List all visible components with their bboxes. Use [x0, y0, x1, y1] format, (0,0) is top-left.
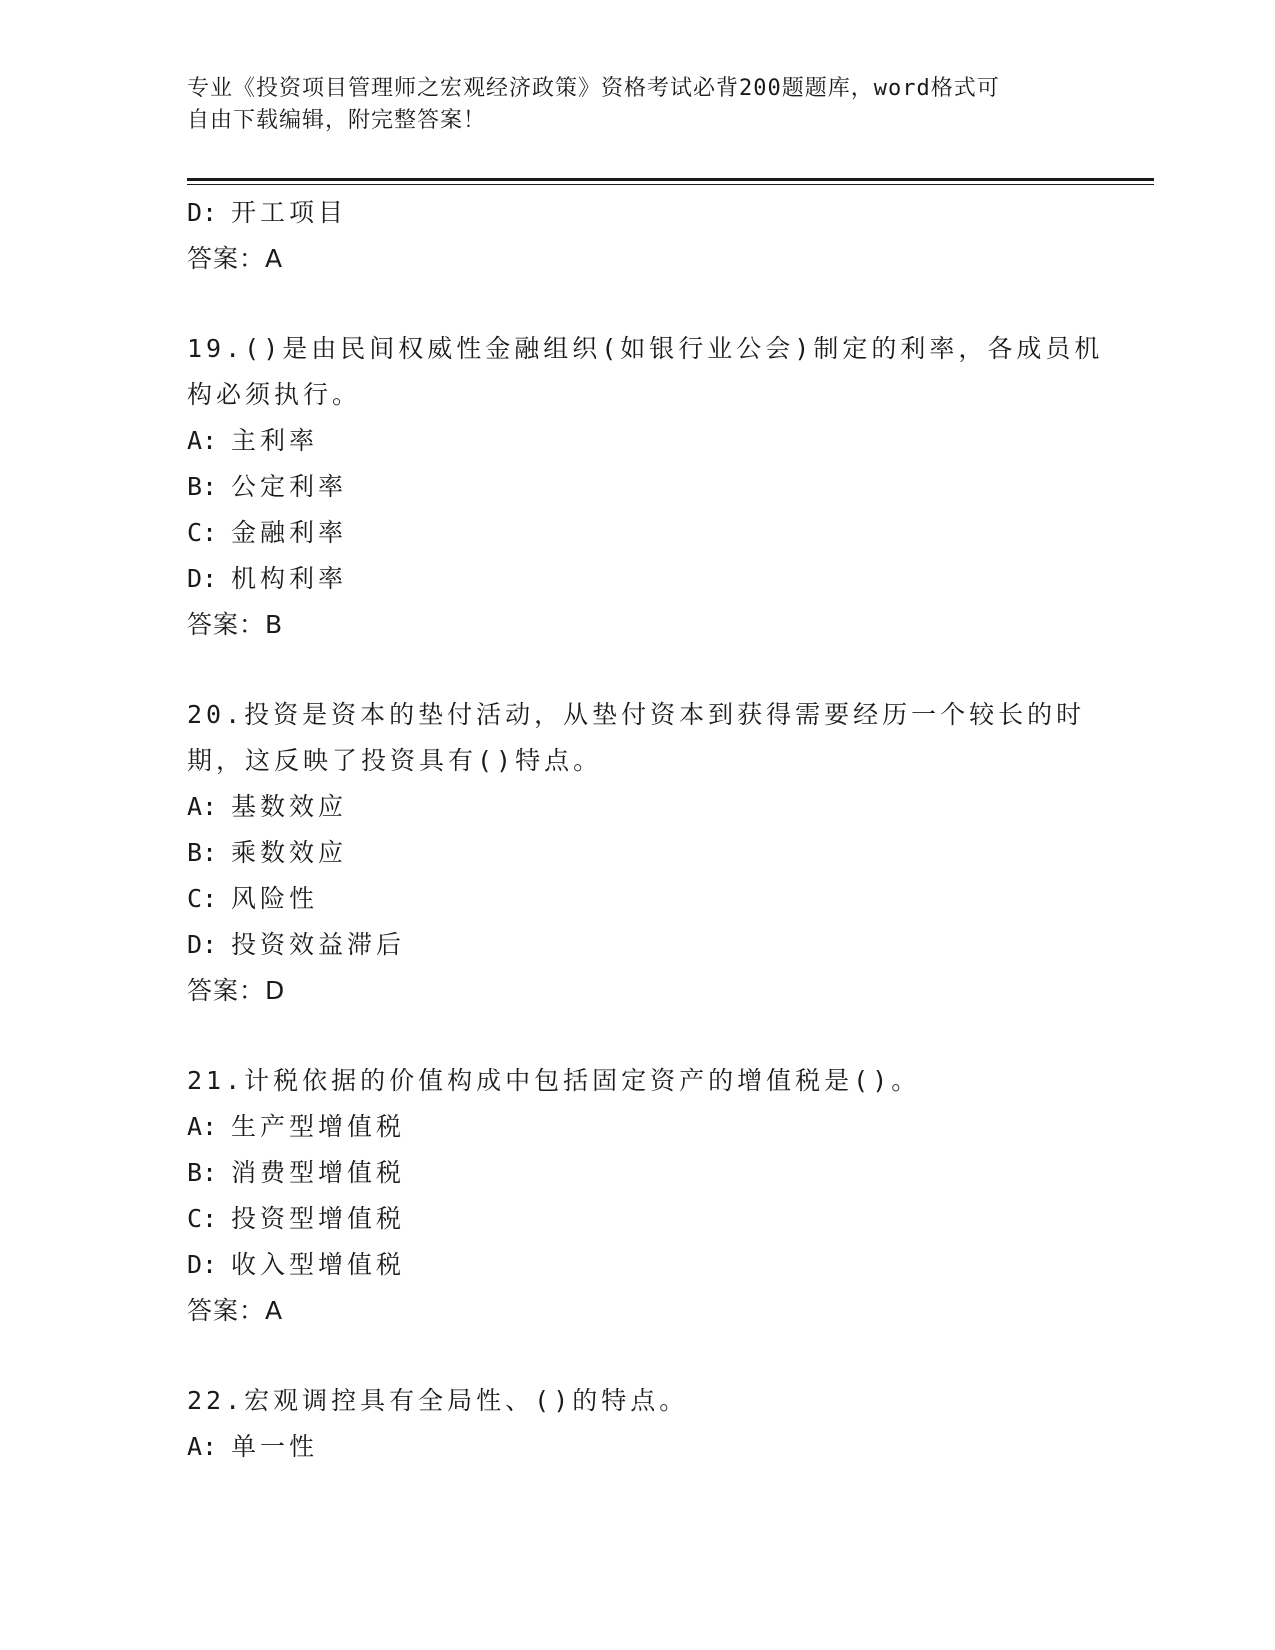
spacer: [187, 282, 1087, 326]
question-20: [187, 692, 1087, 1014]
question-22: [187, 1378, 1087, 1470]
option-a: [187, 418, 1087, 464]
option-text: 金融利率: [231, 518, 348, 547]
option-key: A:: [187, 1112, 218, 1141]
header-title-line-2: 自由下载编辑，附完整答案！: [187, 108, 487, 133]
header-divider-thin: [187, 184, 1154, 185]
spacer: [187, 1334, 1087, 1378]
option-key: D:: [187, 564, 218, 593]
question-stem-line-1: 22.宏观调控具有全局性、()的特点。: [187, 1386, 689, 1415]
option-text: 开工项目: [231, 198, 348, 227]
header-title-line-1: 专业《投资项目管理师之宏观经济政策》资格考试必背200题题库，word格式可: [187, 76, 1000, 101]
option-d: [187, 922, 1087, 968]
question-stem-line-2: 构必须执行。: [187, 380, 362, 409]
question-stem-line-2: 期，这反映了投资具有()特点。: [187, 746, 603, 775]
question-stem-line-1: 19.()是由民间权威性金融组织(如银行业公会)制定的利率，各成员机: [187, 334, 1104, 363]
document-header: [187, 73, 1067, 137]
question-21: [187, 1058, 1087, 1334]
option-text: 消费型增值税: [231, 1158, 406, 1187]
option-b: [187, 1150, 1087, 1196]
spacer: [187, 648, 1087, 692]
option-text: 乘数效应: [231, 838, 348, 867]
option-a: [187, 1104, 1087, 1150]
answer-line: 答案：A: [187, 244, 284, 273]
option-d: [187, 1242, 1087, 1288]
option-key: D:: [187, 1250, 218, 1279]
option-text: 投资效益滞后: [231, 930, 406, 959]
option-text: 基数效应: [231, 792, 348, 821]
option-d: [187, 556, 1087, 602]
option-key: C:: [187, 518, 218, 547]
option-key: D:: [187, 930, 218, 959]
spacer: [187, 1014, 1087, 1058]
option-text: 公定利率: [231, 472, 348, 501]
header-divider-thick: [187, 178, 1154, 181]
question-stem-line-1: 20.投资是资本的垫付活动，从垫付资本到获得需要经历一个较长的时: [187, 700, 1086, 729]
option-b: [187, 464, 1087, 510]
option-text: 机构利率: [231, 564, 348, 593]
answer-line: 答案：D: [187, 976, 286, 1005]
option-c: [187, 1196, 1087, 1242]
option-text: 单一性: [231, 1432, 319, 1461]
option-text: 主利率: [231, 426, 319, 455]
option-d: [187, 190, 1087, 236]
option-b: [187, 830, 1087, 876]
option-a: [187, 784, 1087, 830]
option-key: A:: [187, 792, 218, 821]
option-text: 投资型增值税: [231, 1204, 406, 1233]
option-key: B:: [187, 838, 218, 867]
option-text: 生产型增值税: [231, 1112, 406, 1141]
option-c: [187, 876, 1087, 922]
option-text: 风险性: [231, 884, 319, 913]
option-text: 收入型增值税: [231, 1250, 406, 1279]
option-key: C:: [187, 884, 218, 913]
option-key: A:: [187, 426, 218, 455]
answer-line: 答案：A: [187, 1296, 284, 1325]
option-key: C:: [187, 1204, 218, 1233]
option-a: [187, 1424, 1087, 1470]
option-key: B:: [187, 1158, 218, 1187]
question-stem-line-1: 21.计税依据的价值构成中包括固定资产的增值税是()。: [187, 1066, 921, 1095]
option-key: D:: [187, 198, 218, 227]
option-key: B:: [187, 472, 218, 501]
question-19: [187, 326, 1104, 648]
answer-line: 答案：B: [187, 610, 284, 639]
option-key: A:: [187, 1432, 218, 1461]
document-body: [187, 190, 1104, 1470]
option-c: [187, 510, 1087, 556]
